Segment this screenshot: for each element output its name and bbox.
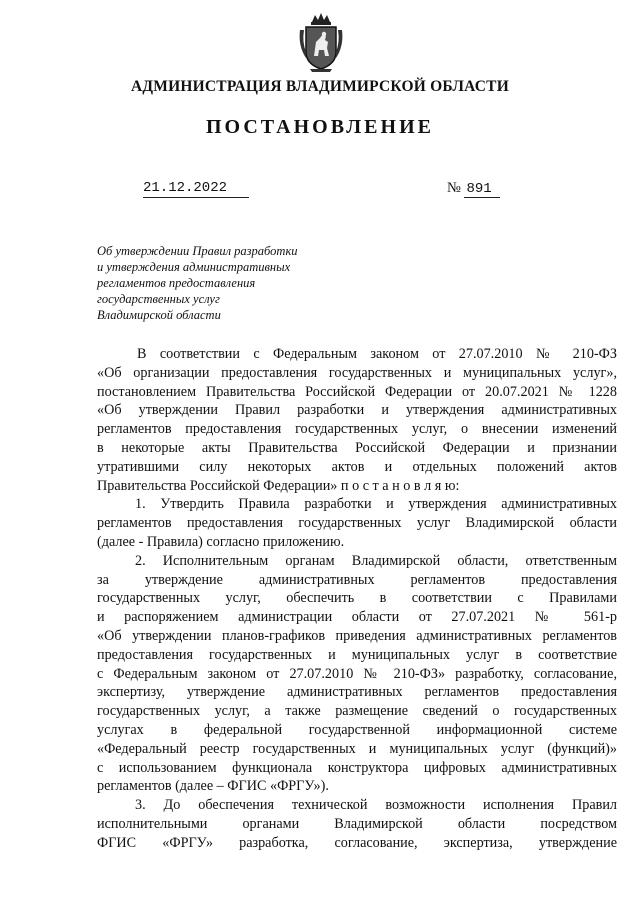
subject-line: Об утверждении Правил разработки — [97, 244, 298, 258]
body-line: 3. До обеспечения технической возможности исполнения Правил — [135, 797, 617, 814]
body-line: 1. Утвердить Правила разработки и утверждения административных — [135, 496, 617, 513]
document-type-title: ПОСТАНОВЛЕНИЕ — [206, 116, 434, 138]
subject-line: и утверждения административных — [97, 260, 291, 274]
body-line: «Федеральный реестр государственных и муниципальных услуг (функций)» — [97, 740, 617, 757]
body-line: ФГИС «ФРГУ» разработка, согласование, экспертиза, утверждение — [97, 834, 617, 851]
subject-line: Владимирской области — [97, 308, 221, 322]
body-line: с использованием функционала конструктора цифровых административных — [97, 759, 617, 776]
body-line: с Федеральным законом от 27.07.2010 № 210-ФЗ» разработку, согласование, — [97, 665, 617, 682]
body-line: регламентов (далее – ФГИС «ФРГУ»). — [97, 778, 329, 795]
body-line: государственных услуг, обеспечить в соответствии с Правилами — [97, 590, 617, 607]
body-line: «Об организации предоставления государственных и муниципальных услуг», — [97, 364, 617, 381]
body-line: регламентов предоставления государственных услуг, о внесении изменений — [97, 421, 617, 438]
body-line: В соответствии с Федеральным законом от 27.07.2010 № 210-ФЗ — [137, 346, 617, 362]
body-line: Правительства Российской Федерации» п о с т а н о в л я ю: — [97, 477, 460, 494]
body-line: в некоторые акты Правительства Российской Федерации и признании — [97, 439, 617, 456]
number-value: 891 — [464, 181, 499, 198]
body-line: за утверждение административных регламентов предоставления — [97, 571, 617, 588]
document-subject — [97, 243, 337, 323]
subject-line: государственных услуг — [97, 292, 220, 306]
body-line: государственных услуг, а также размещение сведений о государственных — [97, 703, 617, 720]
body-line: и распоряжением администрации области от 27.07.2021 № 561-р — [97, 609, 617, 626]
document-body — [97, 345, 617, 853]
body-line: экспертизу, утверждение административных регламентов предоставления — [97, 684, 617, 701]
body-line: «Об утверждении Правил разработки и утверждения административных — [97, 402, 617, 419]
organization-name: АДМИНИСТРАЦИЯ ВЛАДИМИРСКОЙ ОБЛАСТИ — [131, 78, 509, 95]
body-line: «Об утверждении планов-графиков приведения административных регламентов — [97, 627, 617, 644]
body-line: (далее - Правила) согласно приложению. — [97, 533, 345, 550]
body-line: регламентов предоставления государственных услуг Владимирской области — [97, 515, 617, 532]
document-number — [447, 179, 500, 198]
number-sign: № — [447, 180, 461, 196]
body-line: 2. Исполнительным органам Владимирской области, ответственным — [135, 552, 617, 569]
document-date: 21.12.2022 — [143, 179, 249, 198]
body-line: исполнительными органами Владимирской области посредством — [97, 815, 617, 832]
body-line: предоставления государственных и муниципальных услуг в соответствие — [97, 646, 617, 663]
body-line: постановлением Правительства Российской Федерации от 20.07.2021 № 1228 — [97, 383, 617, 400]
body-line: утратившими силу некоторых актов и отдельных положений актов — [97, 458, 617, 475]
body-line: услугах в федеральной государственной информационной системе — [97, 721, 617, 738]
coat-of-arms-icon — [296, 12, 346, 72]
subject-line: регламентов предоставления — [97, 276, 256, 290]
